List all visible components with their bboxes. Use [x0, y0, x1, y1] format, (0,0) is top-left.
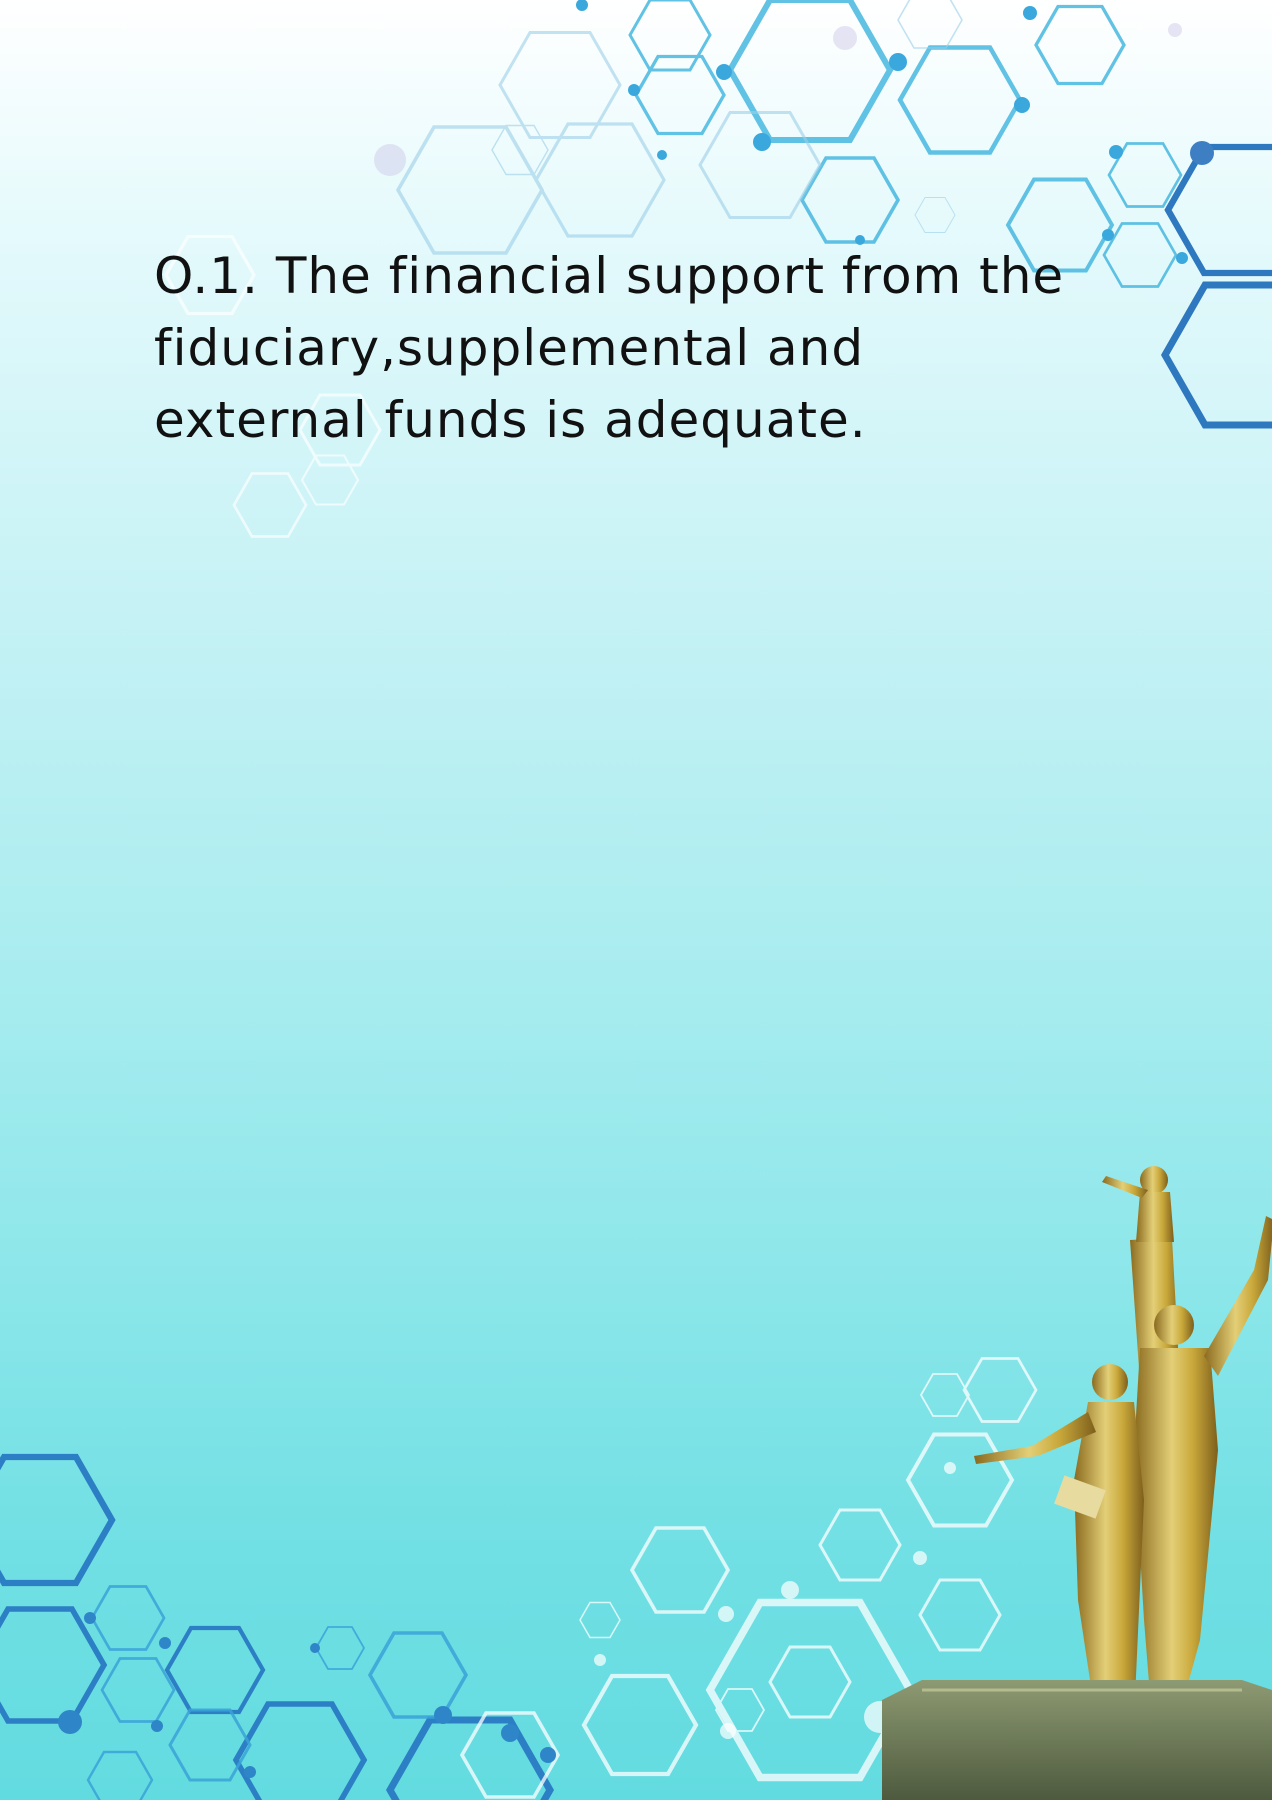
golden-monument-statue-icon — [882, 1120, 1272, 1800]
survey-question: O.1. The financial support from the fiduciary,supplemental and external funds is adequate. — [154, 247, 1065, 449]
